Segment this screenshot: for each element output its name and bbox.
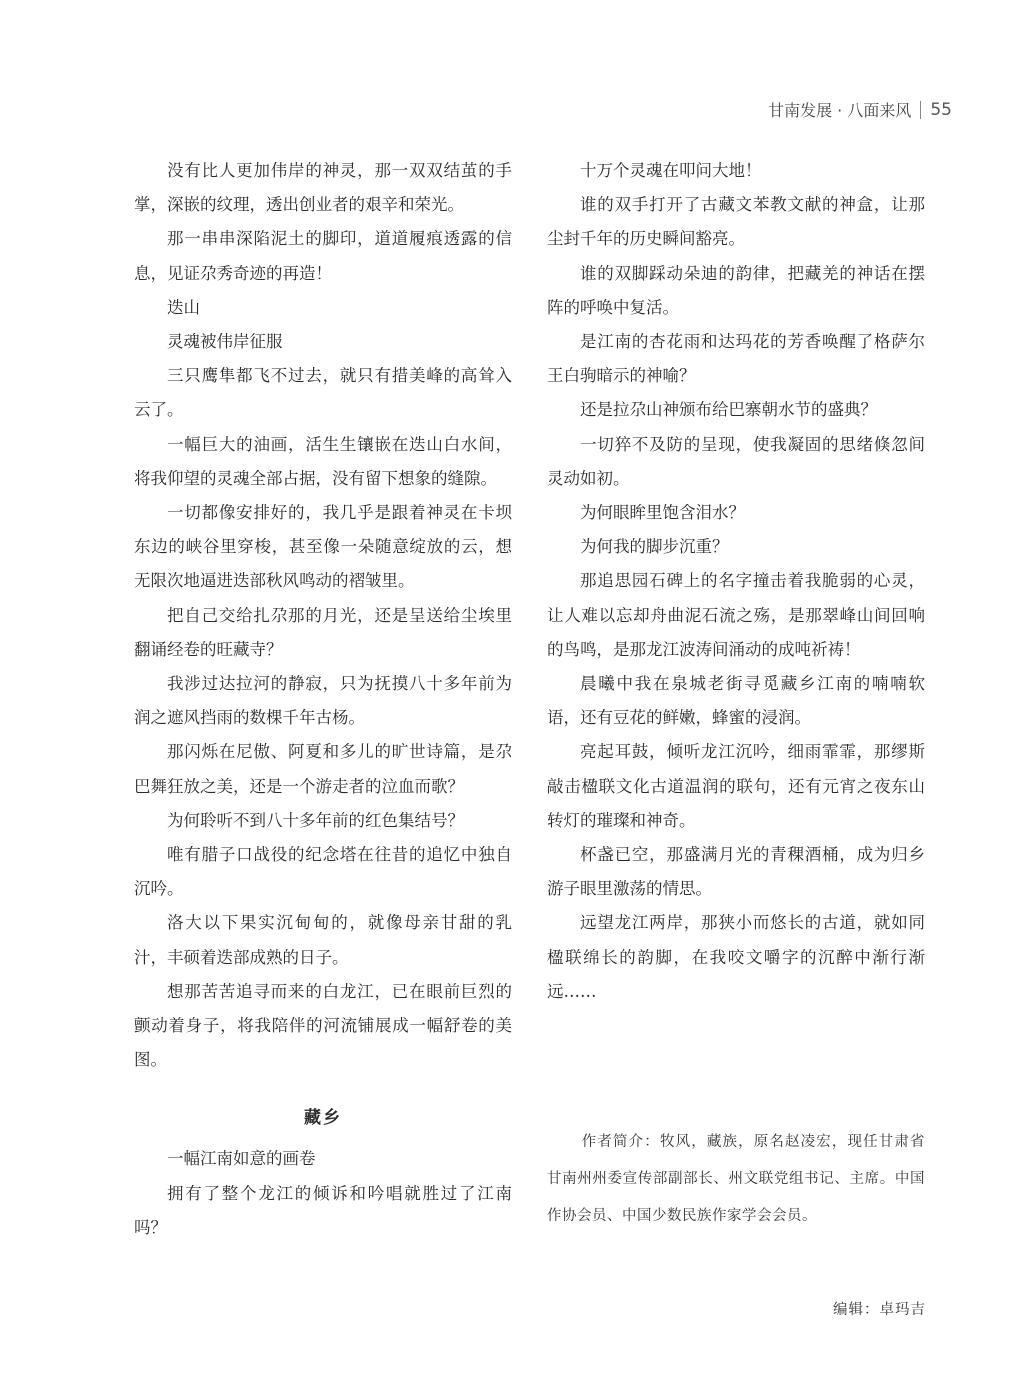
author-bio: 作者简介：牧风，藏族，原名赵凌宏，现任甘肃省甘南州州委宣传部副部长、州文联党组书记、主席。中国作协会员、中国少数民族作家学会会员。 (547, 1134, 925, 1224)
running-header (768, 98, 952, 121)
paragraph: 拥有了整个龙江的倾诉和吟唱就胜过了江南吗？ (134, 1183, 512, 1237)
paragraph: 晨曦中我在泉城老街寻觅藏乡江南的喃喃软语，还有豆花的鲜嫩，蜂蜜的浸润。 (547, 674, 925, 728)
header-title: 甘南发展 · 八面来风 (768, 101, 912, 120)
paragraph: 一幅江南如意的画卷 (167, 1149, 316, 1169)
section-title: 藏乡 (304, 1108, 342, 1129)
paragraph: 那追思园石碑上的名字撞击着我脆弱的心灵，让人难以忘却舟曲泥石流之殇，是那翠峰山间回响的鸟鸣，是那龙江波涛间涌动的成吨祈祷！ (547, 571, 925, 659)
paragraph: 为何我的脚步沉重？ (580, 537, 729, 557)
paragraph: 那一串串深陷泥土的脚印，道道履痕透露的信息，见证尕秀奇迹的再造！ (134, 229, 512, 283)
paragraph: 把自己交给扎尕那的月光，还是呈送给尘埃里翻诵经卷的旺藏寺？ (134, 605, 512, 659)
paragraph: 想那苦苦追寻而来的白龙江，已在眼前巨烈的颤动着身子，将我陪伴的河流铺展成一幅舒卷的美图。 (134, 981, 512, 1070)
editor-credit: 编辑：卓玛吉 (833, 1302, 926, 1318)
right-body-text (547, 154, 925, 1009)
left-section-text (134, 1142, 512, 1245)
paragraph: 没有比人更加伟岸的神灵，那一双双结茧的手掌，深嵌的纹理，透出创业者的艰辛和荣光。 (134, 161, 512, 215)
paragraph: 为何聆听不到八十多年前的红色集结号？ (167, 810, 464, 830)
paragraph: 谁的双脚踩动朵迪的韵律，把藏羌的神话在摆阵的呼唤中复活。 (547, 263, 925, 317)
paragraph: 还是拉尕山神颁布给巴寨朝水节的盛典？ (580, 400, 877, 420)
paragraph: 唯有腊子口战役的纪念塔在往昔的追忆中独自沉吟。 (134, 845, 512, 899)
paragraph: 谁的双手打开了古藏文苯教文献的神盒，让那尘封千年的历史瞬间豁亮。 (547, 195, 925, 249)
paragraph: 是江南的杏花雨和达玛花的芳香唤醒了格萨尔王白驹暗示的神喻？ (547, 332, 925, 386)
paragraph: 灵魂被伟岸征服 (167, 332, 283, 352)
paragraph: 三只鹰隼都飞不过去，就只有措美峰的高耸入云了。 (134, 366, 512, 420)
left-body-text (134, 154, 512, 1077)
paragraph: 一切猝不及防的呈现，使我凝固的思绪倏忽间灵动如初。 (547, 434, 925, 488)
paragraph: 亮起耳鼓，倾听龙江沉吟，细雨霏霏，那缪斯敲击楹联文化古道温润的联句，还有元宵之夜东山转灯的璀璨和神奇。 (547, 742, 925, 830)
right-column (547, 154, 925, 1009)
paragraph: 十万个灵魂在叩问大地！ (580, 161, 762, 180)
header-divider (920, 101, 921, 119)
paragraph: 洛大以下果实沉甸甸的，就像母亲甘甜的乳汁，丰硕着迭部成熟的日子。 (134, 913, 512, 967)
paragraph: 杯盏已空，那盛满月光的青稞酒桶，成为归乡游子眼里激荡的情思。 (547, 845, 925, 899)
paragraph: 迭山 (167, 297, 200, 317)
left-column (134, 154, 512, 1245)
paragraph: 远望龙江两岸，那狭小而悠长的古道，就如同楹联绵长的韵脚，在我咬文嚼字的沉醉中渐行渐远…… (547, 913, 925, 1001)
page-number: 55 (930, 99, 952, 120)
paragraph: 为何眼眸里饱含泪水？ (580, 503, 745, 523)
paragraph: 那闪烁在尼傲、阿夏和多儿的旷世诗篇，是尕巴舞狂放之美，还是一个游走者的泣血而歌？ (134, 742, 512, 796)
paragraph: 我涉过达拉河的静寂，只为抚摸八十多年前为润之遮风挡雨的数棵千年古杨。 (134, 674, 512, 728)
paragraph: 一幅巨大的油画，活生生镶嵌在迭山白水间，将我仰望的灵魂全部占据，没有留下想象的缝隙。 (134, 434, 512, 488)
paragraph: 一切都像安排好的，我几乎是跟着神灵在卡坝东边的峡谷里穿梭，甚至像一朵随意绽放的云，想无限次地逼进迭部秋风鸣动的褶皱里。 (134, 503, 512, 591)
